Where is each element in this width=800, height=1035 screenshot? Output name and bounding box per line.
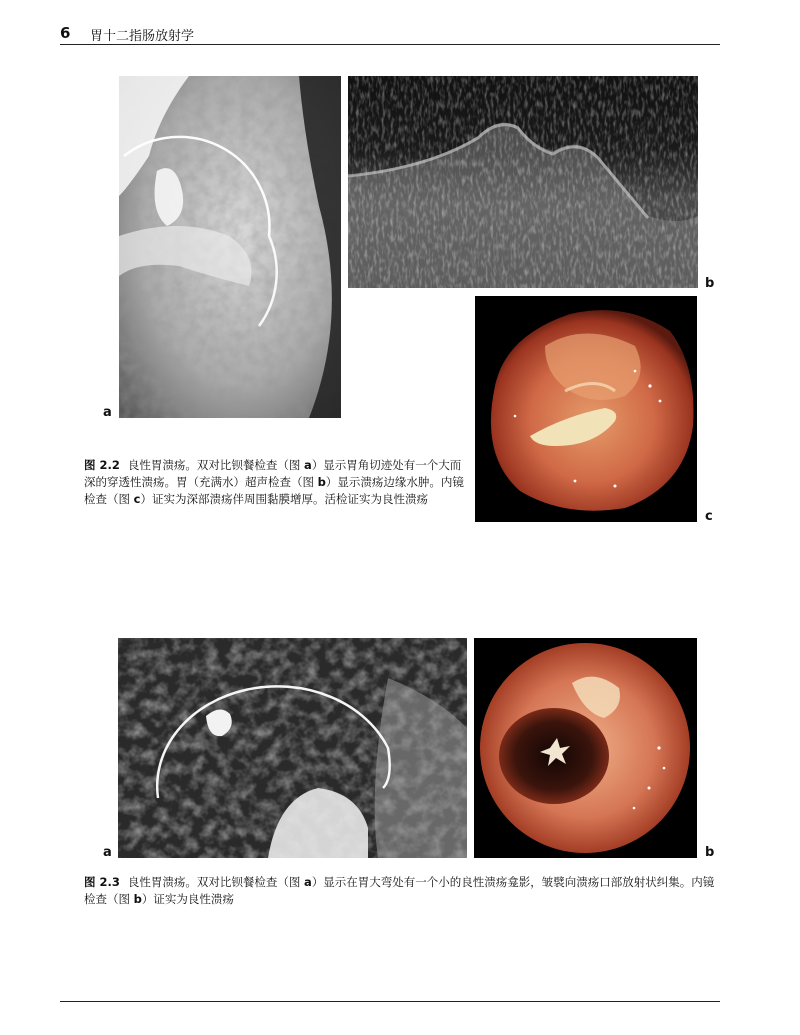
figure-2-2-caption-label: 图 2.2 <box>84 458 120 472</box>
caption-ref-a: a <box>304 458 312 472</box>
figure-2-3a-barium-xray <box>118 638 467 858</box>
caption-text: ）显示在胃大弯处有一个小的良性溃疡龛影，皱襞向溃疡口部放射状纠集。内镜检查（图 <box>84 875 715 906</box>
figure-2-2-label-a: a <box>103 405 112 420</box>
page-header <box>60 20 720 46</box>
figure-2-2-label-c: c <box>705 509 713 524</box>
caption-text: 良性胃溃疡。双对比钡餐检查（图 <box>127 458 305 472</box>
running-title: 胃十二指肠放射学 <box>90 29 195 44</box>
caption-text: ）证实为良性溃疡 <box>141 892 234 906</box>
caption-text: ）显示胃角切迹处有一个大而深的穿透性溃疡。胃（充满水）超声检查（图 <box>84 458 462 489</box>
caption-text: ）显示溃疡边缘水肿。内镜检查（图 <box>84 475 464 506</box>
figure-2-2-caption <box>84 457 464 508</box>
figure-2-2c-endoscopy <box>475 296 697 522</box>
figure-2-2a-barium-xray <box>119 76 341 418</box>
figure-2-3-label-a: a <box>103 845 112 860</box>
caption-ref-c: c <box>133 492 141 506</box>
caption-text: 良性胃溃疡。双对比钡餐检查（图 <box>127 875 305 889</box>
header-rule <box>60 44 720 45</box>
caption-ref-a: a <box>304 875 312 889</box>
figure-2-3-caption <box>84 874 724 908</box>
figure-2-3-label-b: b <box>705 845 715 860</box>
page-number: 6 <box>60 24 71 42</box>
figure-2-2-label-b: b <box>705 276 715 291</box>
caption-ref-b: b <box>133 892 142 906</box>
figure-2-2b-ultrasound <box>348 76 698 288</box>
footer-rule <box>60 1001 720 1002</box>
caption-ref-b: b <box>317 475 326 489</box>
figure-2-3b-endoscopy <box>474 638 697 858</box>
caption-text: ）证实为深部溃疡伴周围黏膜增厚。活检证实为良性溃疡 <box>140 492 428 506</box>
figure-2-3-caption-label: 图 2.3 <box>84 875 120 889</box>
